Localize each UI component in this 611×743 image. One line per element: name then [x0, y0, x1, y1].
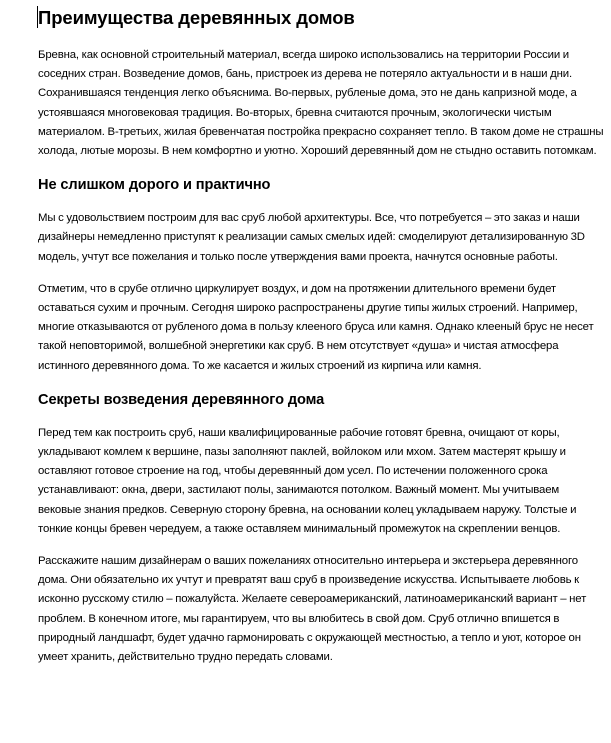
- section-1-paragraph-2[interactable]: Отметим, что в срубе отлично циркулирует воздух, и дом на протяжении длительного времени будет оставаться сухим и прочным. Сегодня широко распространены другие типы жилых строений. Например, многие отказываются от рубленого дома в пользу клееного бруса или камня. Однако клееный брус не несет такой неповторимой, волшебной энергетики как сруб. В нем отсутствует «душа» и чистая атмосфера истинного деревянного дома. То же касается и жилых строений из кирпича или камня.: [38, 282, 594, 372]
- intro-paragraph[interactable]: Бревна, как основной строительный материал, всегда широко использовались на территории России и соседних стран. Возведение домов, бань, пристроек из дерева не потеряло актуальности и в наши дни. Сохранившаяся тенденция легко объяснима. Во-первых, рубленые дома, это не дань капризной моде, а устоявшаяся многовековая традиция. Во-вторых, бревна считаются прочным, экологически чистым материалом. В-третьих, жилая бревенчатая постройка прекрасно сохраняет тепло. В таком доме не страшны холода, лютые морозы. В нем комфортно и уютно. Хороший деревянный дом не стыдно оставить потомкам.: [38, 49, 604, 158]
- section-1-paragraph-1[interactable]: Мы с удовольствием построим для вас сруб любой архитектуры. Все, что потребуется – это заказ и наши дизайнеры немедленно приступят к реализации самых смелых идей: смоделируют детализированную 3D модель, учтут все пожелания и только после утверждения вами проекта, начнутся основные работы.: [38, 212, 585, 263]
- section-2-paragraph-1[interactable]: Перед тем как построить сруб, наши квалифицированные рабочие готовят бревна, очищают от коры, укладывают комлем к вершине, пазы заполняют паклей, войлоком или мхом. Затем мастерят крышу и оставляют готовое строение на год, чтобы деревянный дом усел. По истечении положенного срока устанавливают: окна, двери, застилают полы, занимаются потолком. Важный момент. Мы учитываем вековые знания предков. Северную сторону бревна, на основании колец укладываем наружу. Толстые и тонкие концы бревен чередуем, а также оставляем минимальный промежуток на скреплении венцов.: [38, 426, 577, 535]
- section-2-paragraph-2[interactable]: Расскажите нашим дизайнерам о ваших пожеланиях относительно интерьера и экстерьера деревянного дома. Они обязательно их учтут и превратят ваш сруб в произведение искусства. Испытываете любовь к исконно русскому стилю – пожалуйста. Желаете североамериканский, латиноамериканский вариант – нет проблем. В конечном итоге, мы гарантируем, что вы влюбитесь в свой дом. Сруб отлично впишется в природный ландшафт, будет удачно гармонировать с окружающей местностью, а тепло и уют, которое он умеет хранить, действительно трудно передать словами.: [38, 555, 587, 664]
- section-1-heading[interactable]: Не слишком дорого и практично: [38, 177, 271, 194]
- document-title[interactable]: Преимущества деревянных домов: [38, 7, 355, 28]
- section-2-heading[interactable]: Секреты возведения деревянного дома: [38, 391, 325, 408]
- document-page[interactable]: [38, 0, 604, 667]
